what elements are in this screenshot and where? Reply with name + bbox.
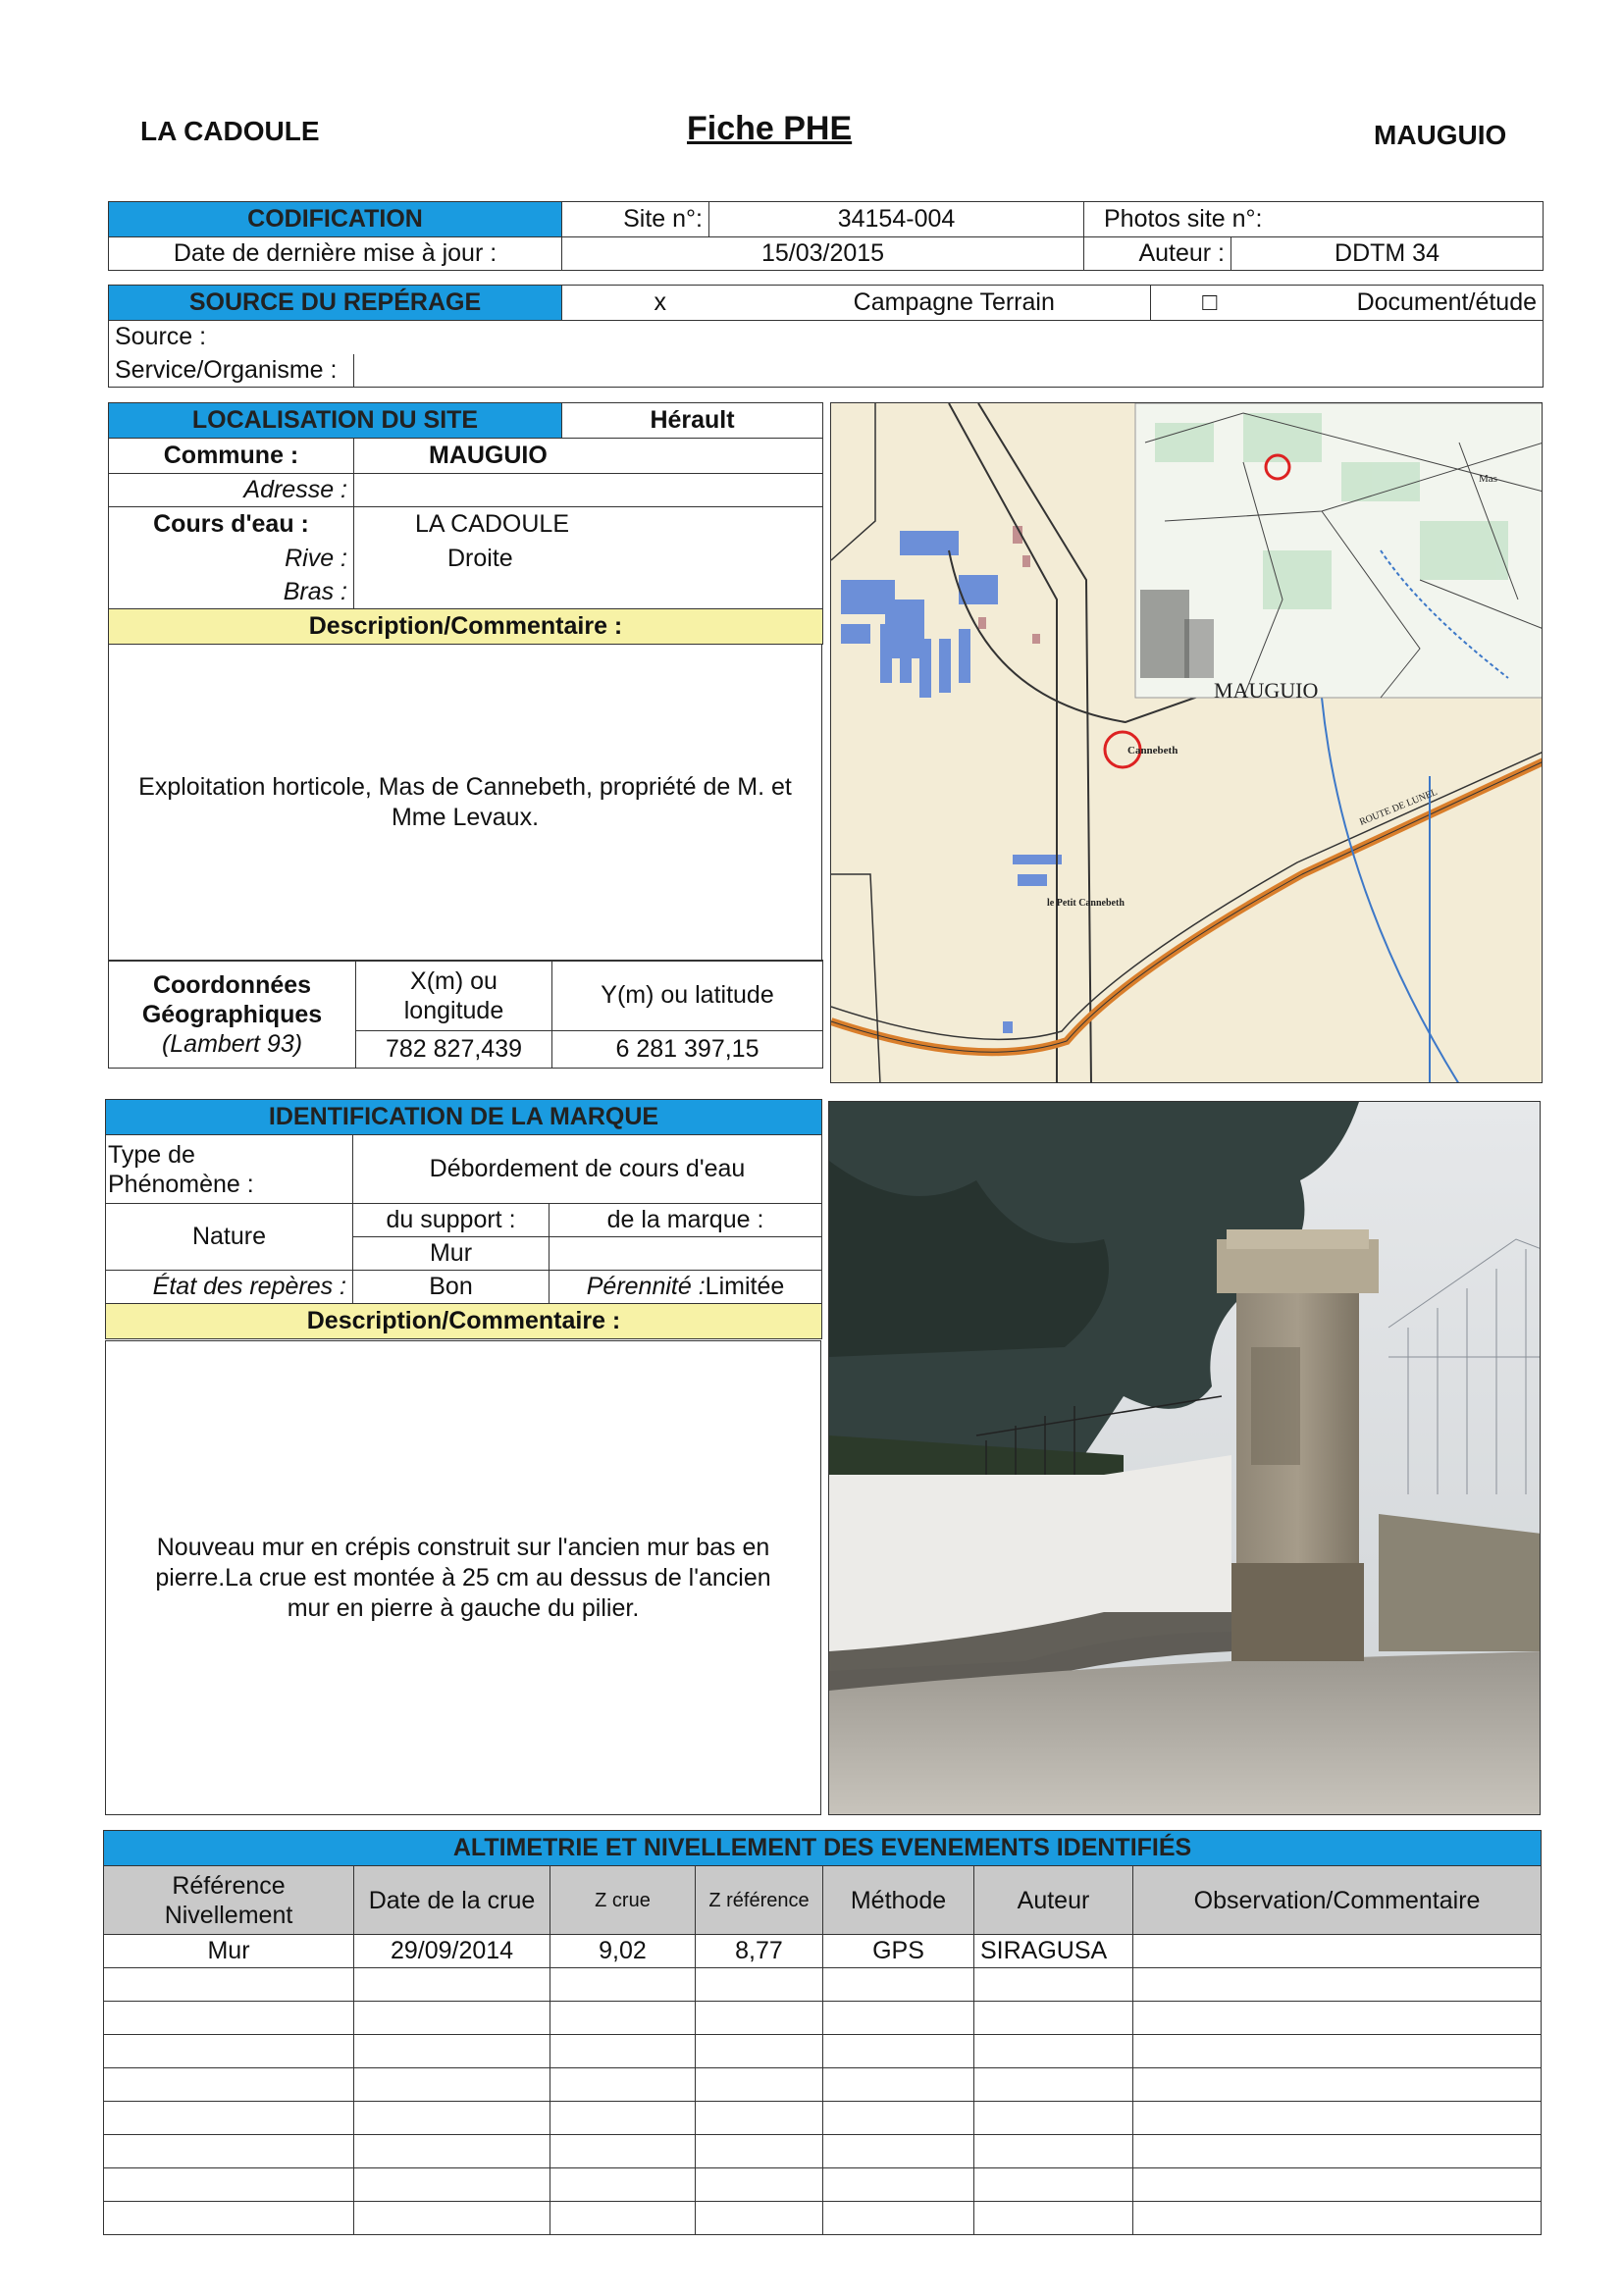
table-cell — [550, 2135, 696, 2168]
identification-title: IDENTIFICATION DE LA MARQUE — [106, 1100, 822, 1135]
table-cell: 9,02 — [550, 1935, 696, 1968]
y-value: 6 281 397,15 — [552, 1031, 823, 1069]
commune-value: MAUGUIO — [354, 439, 823, 474]
table-cell — [1133, 1935, 1542, 1968]
type-label-2: Phénomène : — [108, 1170, 254, 1198]
bras-label: Bras : — [109, 576, 354, 609]
table-cell — [354, 2168, 550, 2202]
header-left: LA CADOULE — [140, 116, 320, 146]
campagne-label: Campagne Terrain — [759, 286, 1151, 321]
table-cell — [104, 2202, 354, 2235]
x-value: 782 827,439 — [356, 1031, 552, 1069]
altimetrie-header-cell: Z crue — [550, 1866, 696, 1935]
table-cell — [696, 2202, 823, 2235]
table-cell — [974, 2168, 1133, 2202]
table-cell — [550, 1968, 696, 2002]
table-cell: 8,77 — [696, 1935, 823, 1968]
table-cell — [354, 2002, 550, 2035]
table-cell — [104, 2168, 354, 2202]
table-row — [104, 2135, 1542, 2168]
localisation-desc-line1: Exploitation horticole, Mas de Cannebeth, propriété de M. et — [138, 773, 792, 801]
table-cell: Mur — [104, 1935, 354, 1968]
identification-desc-box — [105, 1340, 821, 1815]
type-value: Débordement de cours d'eau — [353, 1135, 822, 1204]
source-title: SOURCE DU REPÉRAGE — [109, 286, 562, 321]
page-title: Fiche PHE — [687, 110, 853, 147]
table-cell — [696, 2102, 823, 2135]
departement: Hérault — [562, 403, 823, 439]
table-row — [104, 1935, 1542, 1968]
table-cell — [354, 2068, 550, 2102]
table-cell — [1133, 2102, 1542, 2135]
altimetrie-header-cell: Référence Nivellement — [104, 1866, 354, 1935]
nature-label: Nature — [106, 1204, 353, 1271]
table-cell — [696, 2135, 823, 2168]
codification-title: CODIFICATION — [109, 202, 562, 237]
table-row — [104, 2035, 1542, 2068]
y-label: Y(m) ou latitude — [552, 961, 823, 1031]
mark-x: x — [562, 286, 759, 321]
table-cell — [823, 2102, 974, 2135]
table-cell — [974, 2035, 1133, 2068]
commune-label: Commune : — [109, 439, 354, 474]
map-mas-label: Mas — [1479, 473, 1497, 485]
codification-table — [108, 201, 1544, 271]
table-row — [104, 1968, 1542, 2002]
site-value: 34154-004 — [709, 202, 1084, 237]
table-cell — [823, 2035, 974, 2068]
table-cell — [1133, 2035, 1542, 2068]
table-cell — [823, 2202, 974, 2235]
map-cannebeth-label: Cannebeth — [1127, 745, 1178, 757]
table-cell — [974, 2202, 1133, 2235]
source-label: Source : — [109, 321, 1544, 354]
table-cell — [823, 2168, 974, 2202]
table-cell: SIRAGUSA — [974, 1935, 1133, 1968]
map-route-label: ROUTE DE LUNEL — [1358, 786, 1440, 828]
table-cell — [104, 2135, 354, 2168]
altimetrie-body — [104, 1935, 1542, 2235]
localisation-title: LOCALISATION DU SITE — [109, 403, 562, 439]
altimetrie-header-cell: Méthode — [823, 1866, 974, 1935]
table-row — [104, 2068, 1542, 2102]
table-cell: 29/09/2014 — [354, 1935, 550, 1968]
table-cell — [696, 2068, 823, 2102]
document-label: Document/étude — [1269, 286, 1544, 321]
rive-label: Rive : — [109, 543, 354, 576]
table-row — [104, 2102, 1542, 2135]
auteur-value: DDTM 34 — [1231, 237, 1544, 271]
identification-desc-line1: Nouveau mur en crépis construit sur l'ancien mur bas en — [156, 1534, 770, 1561]
altimetrie-header-cell: Z référence — [696, 1866, 823, 1935]
table-row — [104, 2168, 1542, 2202]
localisation-desc-title: Description/Commentaire : — [109, 609, 823, 645]
etat-value: Bon — [353, 1271, 550, 1304]
map-petit-label: le Petit Cannebeth — [1047, 898, 1125, 909]
identification-desc-line2: pierre.La crue est montée à 25 cm au dessus de l'ancien — [155, 1564, 771, 1592]
identification-desc-title: Description/Commentaire : — [106, 1304, 822, 1339]
table-cell — [550, 2202, 696, 2235]
table-cell — [104, 2035, 354, 2068]
table-cell — [104, 2002, 354, 2035]
table-cell — [823, 2068, 974, 2102]
coords-label-1: Coordonnées — [152, 970, 312, 999]
table-cell — [550, 2102, 696, 2135]
table-cell — [1133, 2168, 1542, 2202]
auteur-label: Auteur : — [1084, 237, 1231, 271]
rive-value: Droite — [354, 543, 823, 576]
header-right: MAUGUIO — [1374, 120, 1507, 150]
table-cell — [1133, 2068, 1542, 2102]
date-value: 15/03/2015 — [562, 237, 1084, 271]
date-label: Date de dernière mise à jour : — [109, 237, 562, 271]
type-label-1: Type de — [108, 1140, 195, 1169]
perennite-label: Pérennité : — [586, 1273, 706, 1300]
support-label: du support : — [353, 1204, 550, 1237]
table-row — [104, 2002, 1542, 2035]
photos-label: Photos site n°: — [1084, 202, 1544, 237]
cours-value: LA CADOULE — [354, 507, 823, 543]
table-cell — [354, 1968, 550, 2002]
table-cell — [974, 2102, 1133, 2135]
altimetrie-title: ALTIMETRIE ET NIVELLEMENT DES EVENEMENTS IDENTIFIÉS — [104, 1831, 1542, 1866]
cours-label: Cours d'eau : — [109, 507, 354, 543]
table-cell — [1133, 2135, 1542, 2168]
marque-label: de la marque : — [550, 1204, 822, 1237]
site-map — [830, 402, 1543, 1083]
table-cell — [823, 2002, 974, 2035]
coords-label-3: (Lambert 93) — [161, 1029, 303, 1058]
x-label-1: X(m) ou — [410, 966, 497, 995]
table-cell — [104, 2102, 354, 2135]
identification-table — [105, 1099, 822, 1339]
table-cell — [823, 1968, 974, 2002]
table-cell — [550, 2168, 696, 2202]
table-cell — [354, 2135, 550, 2168]
table-cell — [1133, 2202, 1542, 2235]
table-cell — [354, 2202, 550, 2235]
table-cell — [550, 2068, 696, 2102]
localisation-desc-box — [108, 644, 822, 962]
map-graphic — [831, 403, 1543, 1083]
coords-table — [108, 960, 823, 1069]
site-photo-graphic — [829, 1102, 1541, 1815]
map-town-label: MAUGUIO — [1214, 678, 1319, 703]
document-checkbox[interactable]: □ — [1151, 286, 1269, 321]
table-cell: GPS — [823, 1935, 974, 1968]
altimetrie-header-row — [104, 1866, 1542, 1935]
coords-label-2: Géographiques — [141, 1000, 323, 1028]
table-cell — [974, 2002, 1133, 2035]
identification-desc-line3: mur en pierre à gauche du pilier. — [287, 1594, 640, 1622]
table-row — [104, 2202, 1542, 2235]
support-value: Mur — [353, 1237, 550, 1271]
table-cell — [354, 2035, 550, 2068]
perennite-value: Limitée — [705, 1273, 785, 1300]
altimetrie-header-cell: Observation/Commentaire — [1133, 1866, 1542, 1935]
site-label: Site n°: — [562, 202, 709, 237]
table-cell — [696, 1968, 823, 2002]
altimetrie-header-cell: Auteur — [974, 1866, 1133, 1935]
altimetrie-table — [103, 1830, 1542, 2235]
table-cell — [1133, 2002, 1542, 2035]
table-cell — [974, 2068, 1133, 2102]
table-cell — [974, 2135, 1133, 2168]
table-cell — [550, 2002, 696, 2035]
service-label: Service/Organisme : — [109, 354, 354, 388]
table-cell — [104, 1968, 354, 2002]
localisation-table — [108, 402, 823, 645]
table-cell — [974, 1968, 1133, 2002]
table-cell — [354, 2102, 550, 2135]
table-cell — [550, 2035, 696, 2068]
x-label-2: longitude — [403, 996, 504, 1024]
table-cell — [823, 2135, 974, 2168]
table-cell — [696, 2002, 823, 2035]
localisation-desc-line2: Mme Levaux. — [391, 804, 540, 831]
etat-label: État des repères : — [106, 1271, 353, 1304]
adresse-label: Adresse : — [109, 474, 354, 507]
table-cell — [696, 2035, 823, 2068]
table-cell — [104, 2068, 354, 2102]
table-cell — [696, 2168, 823, 2202]
site-photo — [828, 1101, 1541, 1815]
table-cell — [1133, 1968, 1542, 2002]
source-table — [108, 285, 1544, 388]
altimetrie-header-cell: Date de la crue — [354, 1866, 550, 1935]
